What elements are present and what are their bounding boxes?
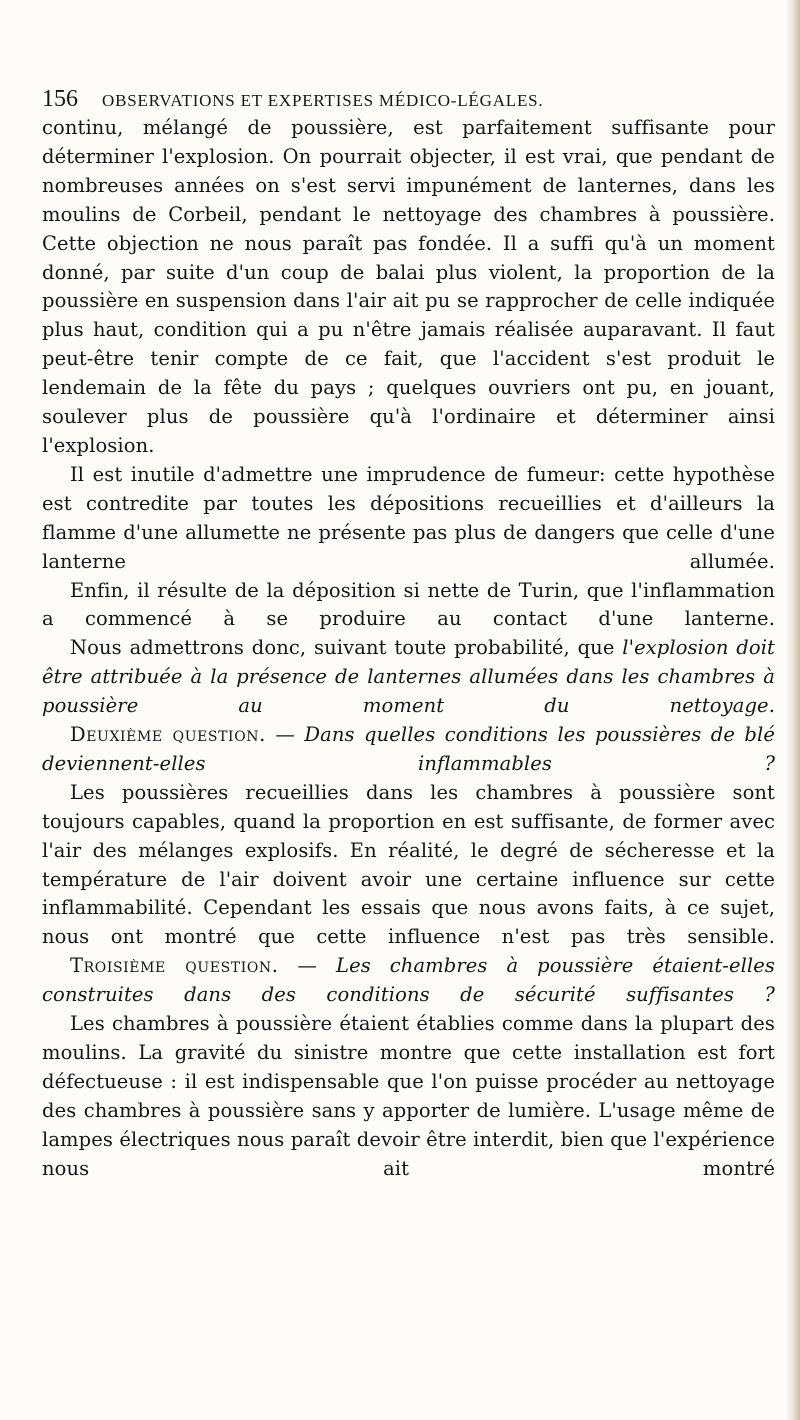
conclusion-italic: l'explosion doit être attribuée à la présence de lanternes allumées dans les chambres à poussière au moment du nettoyage. <box>42 636 775 718</box>
question-two-label: Deuxième question. <box>70 723 266 747</box>
page-edge-shadow <box>786 0 800 1420</box>
paragraph-conclusion <box>42 634 775 721</box>
conclusion-lead: Nous admettrons donc, suivant toute probabilité, que <box>70 636 623 660</box>
paragraph-answer-three: Les chambres à poussière étaient établies comme dans la plupart des moulins. La gravité du sinistre montre que cette installation est fort défectueuse : il est indispensable que l'on puisse procéder au nettoyage des chambres à poussière sans y apporter de lumière. L'usage même de lampes électriques nous paraît devoir être interdit, bien que l'expérience nous ait montré <box>42 1012 775 1180</box>
question-three-dash: — <box>278 954 337 978</box>
page-header <box>42 84 742 114</box>
question-three-label: Troisième question. <box>70 954 279 978</box>
body-text <box>42 114 775 1184</box>
paragraph-fumeur: Il est inutile d'admettre une imprudence de fumeur: cette hypothèse est contredite par toutes les dépositions recueillies et d'ailleurs la flamme d'une allumette ne présente pas plus de dangers que celle d'une lanterne allumée. <box>42 462 775 573</box>
paragraph-answer-two: Les poussières recueillies dans les chambres à poussière sont toujours capables, quand la proportion en est suffisante, de former avec l'air des mélanges explosifs. En réalité, le degré de sécheresse et la température de l'air doivent avoir une certaine influence sur cette inflammabilité. Cependant les essais que nous avons faits, à ce sujet, nous ont montré que cette influence n'est pas très sensible. <box>42 780 775 949</box>
running-title: OBSERVATIONS ET EXPERTISES MÉDICO-LÉGALES. <box>102 91 544 110</box>
question-two-heading <box>42 721 775 779</box>
question-three-text: Les chambres à poussière étaient-elles construites dans des conditions de sécurité suffisantes ? <box>42 954 776 1007</box>
paragraph-continuation: continu, mélangé de poussière, est parfaitement suffisante pour déterminer l'explosion. On pourrait objecter, il est vrai, que pendant de nombreuses années on s'est servi impunément de lanternes, dans les moulins de Corbeil, pendant le nettoyage des chambres à poussière. Cette objection ne nous paraît pas fondée. Il a suffi qu'à un moment donné, par suite d'un coup de balai plus violent, la proportion de la poussière en suspension dans l'air ait pu se rapprocher de celle indiquée plus haut, condition qui a pu n'être jamais réalisée auparavant. Il faut peut-être tenir compte de ce fait, que l'accident s'est produit le lendemain de la fête du pays ; quelques ouvriers ont pu, en jouant, soulever plus de poussière qu'à l'ordinaire et déterminer ainsi l'explosion. <box>42 116 775 457</box>
question-two-text: Dans quelles conditions les poussières de blé deviennent-elles inflammables ? <box>42 723 775 775</box>
question-three-heading <box>42 952 775 1010</box>
page-number: 156 <box>42 86 78 112</box>
question-two-dash: — <box>265 723 305 747</box>
paragraph-turin: Enfin, il résulte de la déposition si nette de Turin, que l'inflammation a commencé à se produire au contact d'une lanterne. <box>42 578 775 631</box>
